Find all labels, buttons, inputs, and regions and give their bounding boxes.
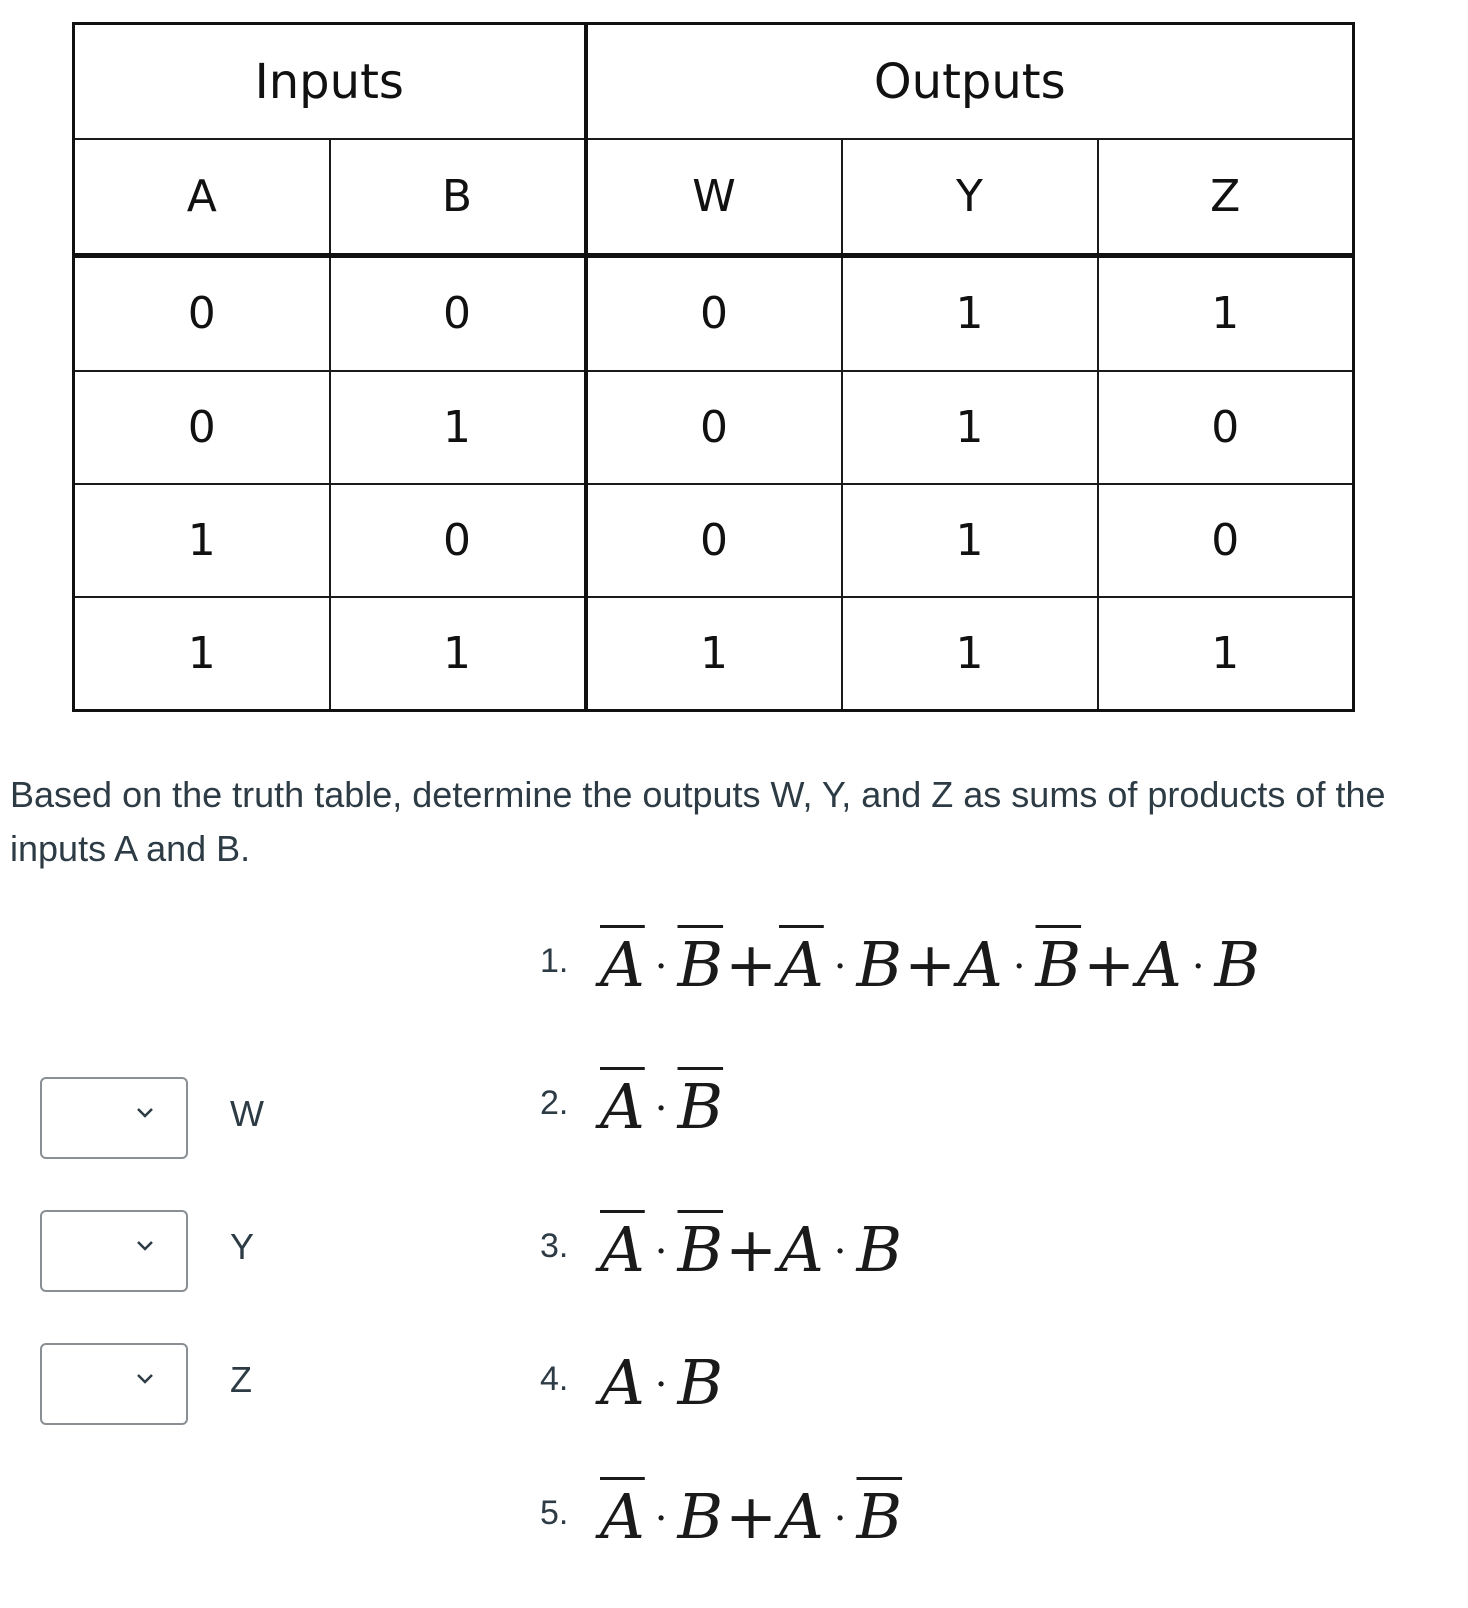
column-b: B [330, 139, 586, 256]
column-z: Z [1098, 139, 1354, 256]
variable-a: A [779, 1480, 824, 1553]
table-column-header [74, 139, 1354, 256]
option-number: 1. [540, 942, 569, 980]
and-operator: · [654, 1086, 668, 1132]
variable-b-complement: $\overline{B}$ [677, 1213, 724, 1286]
variable-b-complement: $\overline{B}$ [1035, 928, 1082, 1001]
chevron-down-icon [134, 1101, 156, 1123]
cell: 0 [330, 256, 586, 371]
and-operator: · [833, 1229, 847, 1275]
variable-a: A [600, 1346, 645, 1419]
variable-a-complement: $\overline{A}$ [600, 1213, 645, 1286]
cell: 0 [586, 371, 842, 484]
truth-table [72, 22, 1355, 712]
variable-a: A [1137, 928, 1182, 1001]
plus-operator: + [725, 928, 778, 1001]
cell: 0 [330, 484, 586, 597]
and-operator: · [1012, 944, 1026, 990]
option-number: 5. [540, 1494, 569, 1532]
and-operator: · [654, 1362, 668, 1408]
option-item [540, 1070, 723, 1160]
match-row-w [40, 1077, 340, 1159]
table-group-header [74, 24, 1354, 140]
cell: 1 [842, 484, 1098, 597]
table-row [74, 256, 1354, 371]
plus-operator: + [725, 1213, 778, 1286]
cell: 0 [586, 484, 842, 597]
cell: 1 [586, 597, 842, 711]
variable-b: B [856, 928, 903, 1001]
outputs-header: Outputs [586, 24, 1354, 140]
option-expression [600, 1480, 902, 1553]
column-y: Y [842, 139, 1098, 256]
variable-b-complement: $\overline{B}$ [677, 928, 724, 1001]
option-item [540, 1346, 723, 1436]
match-row-z [40, 1343, 340, 1425]
variable-b: B [1214, 928, 1261, 1001]
column-w: W [586, 139, 842, 256]
variable-a-complement: $\overline{A}$ [600, 1070, 645, 1143]
match-label: Z [230, 1359, 252, 1400]
variable-b: B [677, 1346, 724, 1419]
variable-b: B [677, 1480, 724, 1553]
option-expression [600, 1213, 902, 1286]
cell: 1 [330, 597, 586, 711]
variable-b: B [856, 1213, 903, 1286]
option-expression [600, 1070, 723, 1143]
match-row-y [40, 1210, 340, 1292]
table-row [74, 484, 1354, 597]
variable-a: A [958, 928, 1003, 1001]
cell: 1 [842, 597, 1098, 711]
cell: 1 [330, 371, 586, 484]
option-item [540, 1213, 902, 1303]
inputs-header: Inputs [74, 24, 586, 140]
plus-operator: + [1083, 928, 1136, 1001]
z-answer-select[interactable] [40, 1343, 188, 1425]
cell: 0 [1098, 484, 1354, 597]
and-operator: · [654, 1496, 668, 1542]
y-answer-select[interactable] [40, 1210, 188, 1292]
variable-b-complement: $\overline{B}$ [856, 1480, 903, 1553]
match-label: W [230, 1093, 264, 1134]
w-answer-select[interactable] [40, 1077, 188, 1159]
cell: 0 [74, 371, 330, 484]
cell: 1 [1098, 256, 1354, 371]
and-operator: · [833, 1496, 847, 1542]
table-row [74, 597, 1354, 711]
cell: 0 [1098, 371, 1354, 484]
and-operator: · [833, 944, 847, 990]
plus-operator: + [725, 1480, 778, 1553]
table-row [74, 371, 1354, 484]
option-number: 3. [540, 1227, 569, 1265]
variable-b-complement: $\overline{B}$ [677, 1070, 724, 1143]
and-operator: · [654, 944, 668, 990]
cell: 1 [1098, 597, 1354, 711]
option-expression [600, 928, 1260, 1001]
option-number: 4. [540, 1360, 569, 1398]
column-a: A [74, 139, 330, 256]
match-label: Y [230, 1226, 255, 1267]
option-item [540, 928, 1260, 1018]
variable-a-complement: $\overline{A}$ [600, 1480, 645, 1553]
cell: 1 [842, 371, 1098, 484]
option-item [540, 1480, 902, 1570]
variable-a-complement: $\overline{A}$ [779, 928, 824, 1001]
and-operator: · [1191, 944, 1205, 990]
variable-a: A [779, 1213, 824, 1286]
variable-a-complement: $\overline{A}$ [600, 928, 645, 1001]
chevron-down-icon [134, 1367, 156, 1389]
question-prompt: Based on the truth table, determine the outputs W, Y, and Z as sums of products of the inputs A and B. [10, 774, 1386, 869]
plus-operator: + [904, 928, 957, 1001]
and-operator: · [654, 1229, 668, 1275]
cell: 0 [74, 256, 330, 371]
cell: 1 [842, 256, 1098, 371]
chevron-down-icon [134, 1234, 156, 1256]
option-number: 2. [540, 1084, 569, 1122]
cell: 0 [586, 256, 842, 371]
cell: 1 [74, 484, 330, 597]
cell: 1 [74, 597, 330, 711]
option-expression [600, 1346, 723, 1419]
